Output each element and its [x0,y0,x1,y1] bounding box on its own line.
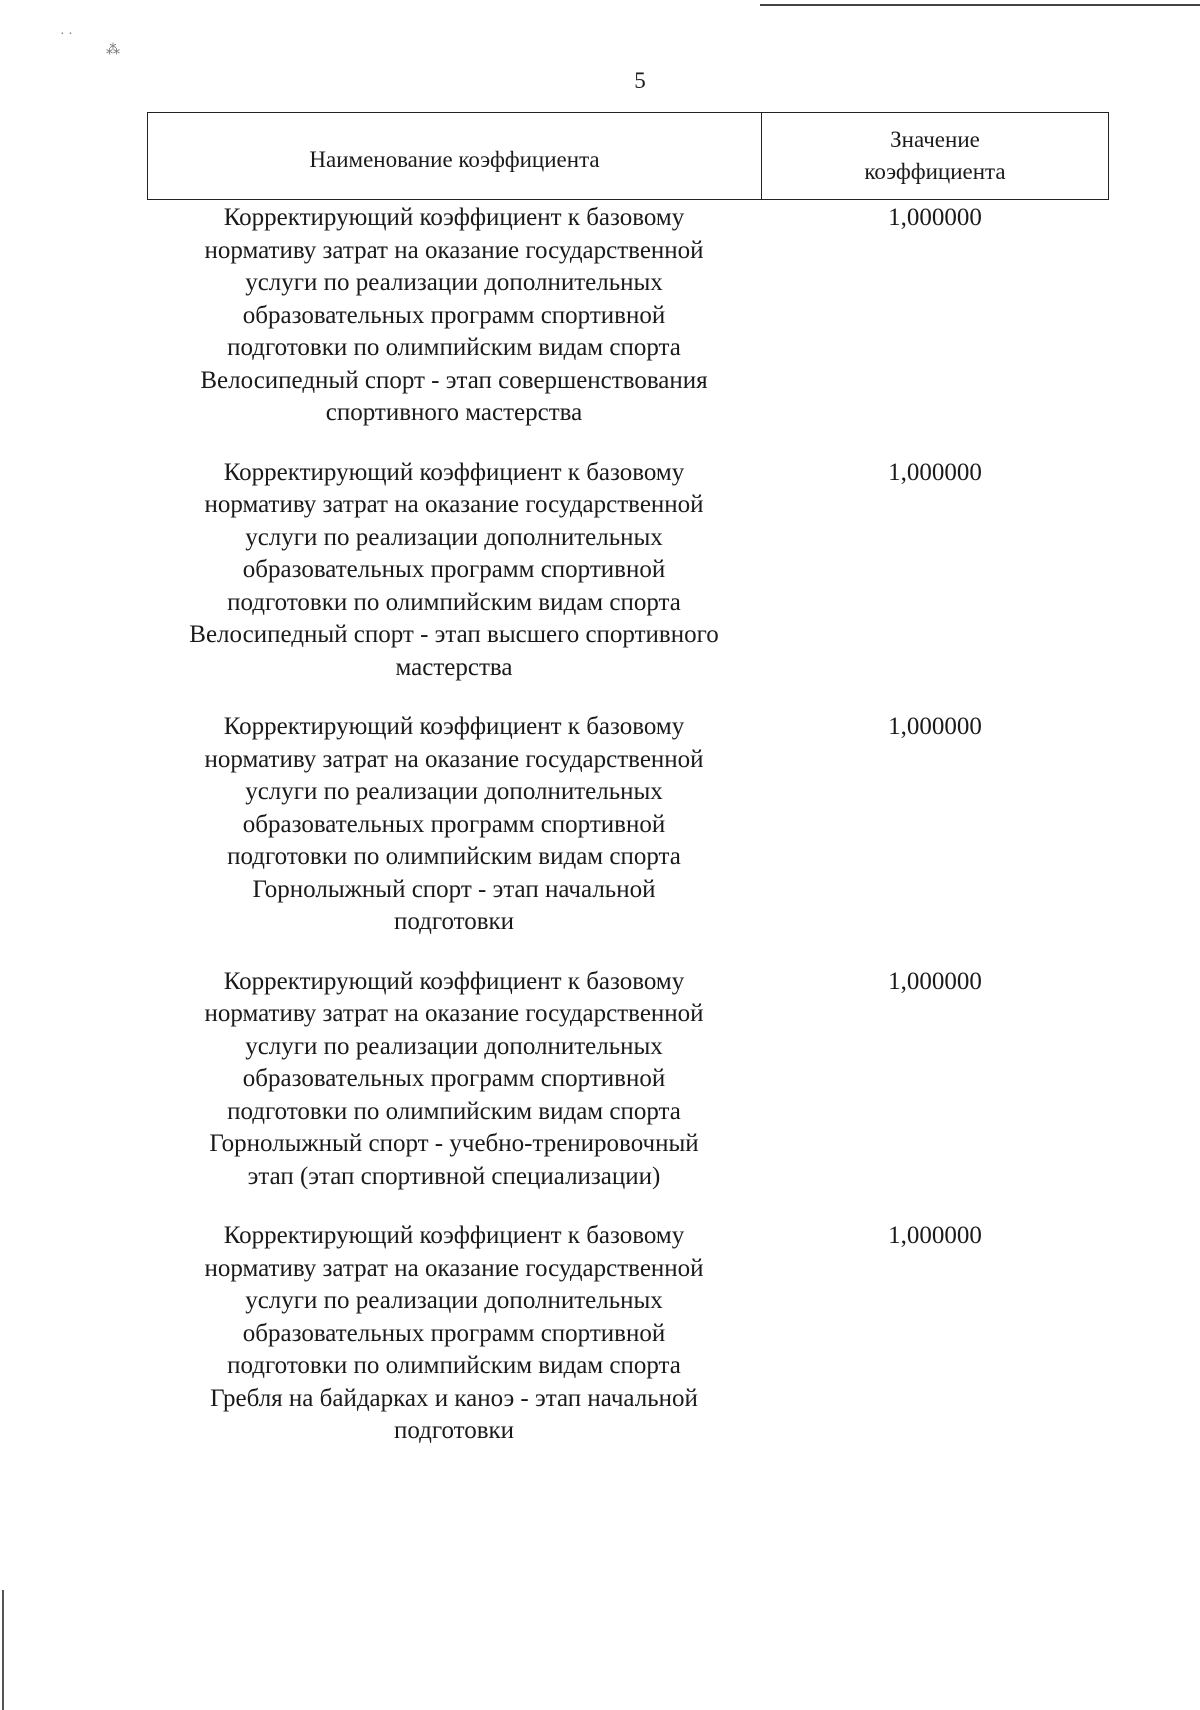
table-row [147,457,1109,685]
coefficient-name: Корректирующий коэффициент к базовому нормативу затрат на оказание государственной услуги по реализации дополнительных образовательных программ спортивной подготовки по олимпийским видам спорта Горнолыжный спорт - этап начальной подготовки [204,713,704,935]
table-row [147,202,1109,430]
coefficient-value: 1,000000 [888,967,982,995]
table-body [147,202,1109,1448]
coefficient-name: Корректирующий коэффициент к базовому нормативу затрат на оказание государственной услуги по реализации дополнительных образовательных программ спортивной подготовки по олимпийским видам спорта Гребля на байдарках и каноэ - этап начальной подготовки [204,1222,704,1444]
column-header-value: Значение коэффициента [864,127,1006,184]
scan-edge-line-top [760,4,1200,6]
table-row [147,966,1109,1194]
coefficient-table [147,112,1109,1475]
coefficient-value: 1,000000 [888,204,982,231]
coefficient-value: 1,000000 [888,458,982,486]
coefficient-name: Корректирующий коэффициент к базовому нормативу затрат на оказание государственной услуги по реализации дополнительных образовательных программ спортивной подготовки по олимпийским видам спорта Горнолыжный спорт - учебно-тренировочный этап (этап спортивной специализации) [204,967,704,1190]
scan-edge-line-left [2,1590,4,1710]
coefficient-name: Корректирующий коэффициент к базовому нормативу затрат на оказание государственной услуги по реализации дополнительных образовательных программ спортивной подготовки по олимпийским видам спорта Велосипедный спорт - этап совершенствования спортивного мастерства [200,204,708,426]
column-header-name: Наименование коэффициента [148,113,762,199]
coefficient-name: Корректирующий коэффициент к базовому нормативу затрат на оказание государственной услуги по реализации дополнительных образовательных программ спортивной подготовки по олимпийским видам спорта Велосипедный спорт - этап высшего спортивного мастерства [189,458,719,681]
table-row [147,1220,1109,1448]
scan-speck: · · [60,27,73,42]
coefficient-value: 1,000000 [888,713,982,740]
scan-speck: ⁂ [106,43,120,58]
coefficient-value: 1,000000 [888,1222,982,1249]
table-header [147,112,1109,200]
table-row [147,711,1109,939]
page-number: 5 [634,68,646,93]
